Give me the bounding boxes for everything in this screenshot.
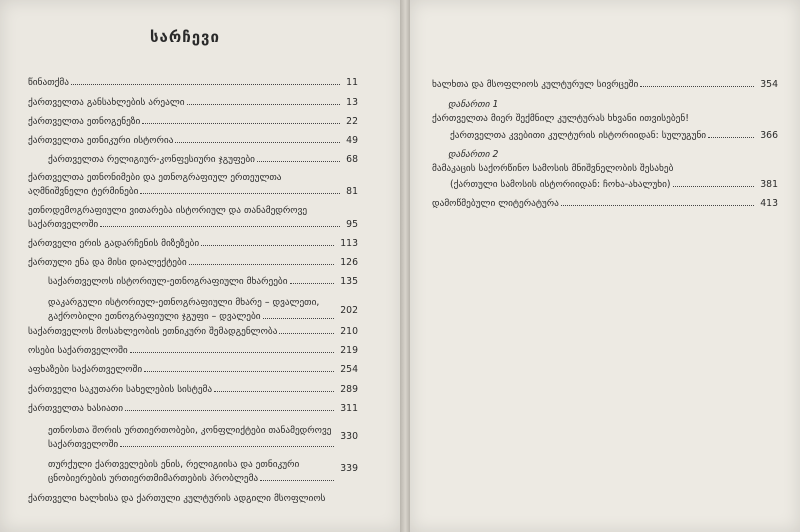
- dot-leader: [708, 137, 754, 138]
- dot-leader: [201, 245, 334, 246]
- dot-leader: [673, 186, 755, 187]
- toc-entry: ხალხთა და მსოფლიოს კულტურულ სივრცეში 354: [432, 79, 778, 90]
- dot-leader: [214, 391, 334, 392]
- toc-entry: ქართველთა ხასიათი 311: [28, 403, 358, 414]
- toc-entry: ქართველთა მიერ შექმნილ კულტურას ხხვანი ითვისებენ!: [432, 113, 689, 124]
- toc-entry: წინათქმა 11: [28, 77, 358, 88]
- toc-entry: ქართული ენა და მისი დიალექტები 126: [28, 257, 358, 268]
- right-page: [410, 0, 800, 532]
- toc-entry: საქართველოს მოსახლეობის ეთნიკური შემადგენლობა 210: [28, 326, 358, 337]
- toc-entry: საქართველოს ისტორიულ-ეთნოგრაფიული მხარეები 135: [48, 276, 358, 287]
- toc-entry: დაკარგული ისტორიულ-ეთნოგრაფიული მხარე – დვალეთი, გაქრობილი ეთნოგრაფიული ჯგუფი – დვალები 202: [48, 297, 358, 322]
- dot-leader: [175, 142, 340, 143]
- toc-entry: ქართველთა ეთნოგენეზი 22: [28, 116, 358, 127]
- toc-entry: ეთნოსთა შორის ურთიერთობები, კონფლიქტები თანამედროვე საქართველოში 330: [48, 425, 358, 450]
- dot-leader: [125, 410, 334, 411]
- dot-leader: [279, 333, 334, 334]
- appendix-heading: დანართი 2: [448, 149, 499, 160]
- appendix-heading: დანართი 1: [448, 99, 499, 110]
- toc-entry: მამაკაცის საქორწინო სამოსის მნიშვნელობის შესახებ: [432, 163, 674, 174]
- dot-leader: [100, 226, 340, 227]
- dot-leader: [561, 205, 754, 206]
- dot-leader: [640, 86, 754, 87]
- toc-entry: დამოწმებული ლიტერატურა 413: [432, 198, 778, 209]
- toc-entry: (ქართული სამოსის ისტორიიდან: ჩოხა-ახალუხი) 381: [450, 179, 778, 190]
- toc-entry: ქართველი ხალხისა და ქართული კულტურის ადგილი მსოფლიოს: [28, 493, 326, 504]
- toc-entry: ქართველთა ეთნიკური ისტორია 49: [28, 135, 358, 146]
- toc-entry: ქართველი ერის გადარჩენის მიზეზები 113: [28, 238, 358, 249]
- dot-leader: [260, 480, 334, 481]
- dot-leader: [257, 161, 340, 162]
- toc-entry: ქართველთა კვებითი კულტურის ისტორიიდან: სულუგუნი 366: [450, 130, 778, 141]
- dot-leader: [120, 446, 334, 447]
- dot-leader: [144, 371, 334, 372]
- toc-entry: ქართველთა ეთნონიმები და ეთნოგრაფიულ ერთეულთა აღმნიშვნელი ტერმინები 81: [28, 172, 358, 197]
- dot-leader: [187, 104, 341, 105]
- dot-leader: [130, 352, 335, 353]
- toc-entry: ეთნოდემოგრაფიული ვითარება ისტორიულ და თანამედროვე საქართველოში 95: [28, 205, 358, 230]
- dot-leader: [142, 123, 340, 124]
- toc-entry: ქართველთა რელიგიურ-კონფესიური ჯგუფები 68: [48, 154, 358, 165]
- dot-leader: [290, 283, 335, 284]
- toc-entry: თურქული ქართველების ენის, რელიგიისა და ეთნიკური ცნობიერების ურთიერთმიმართების პრობლემა 339: [48, 459, 358, 484]
- toc-entry: აფხაზები საქართველოში 254: [28, 364, 358, 375]
- toc-entry: ქართველთა განსახლების არეალი 13: [28, 97, 358, 108]
- toc-entry: ოსები საქართველოში 219: [28, 345, 358, 356]
- dot-leader: [71, 84, 340, 85]
- dot-leader: [263, 318, 335, 319]
- toc-entry: ქართველი საკუთარი სახელების სისტემა 289: [28, 384, 358, 395]
- dot-leader: [189, 264, 335, 265]
- toc-title: სარჩევი: [150, 28, 220, 46]
- dot-leader: [140, 193, 340, 194]
